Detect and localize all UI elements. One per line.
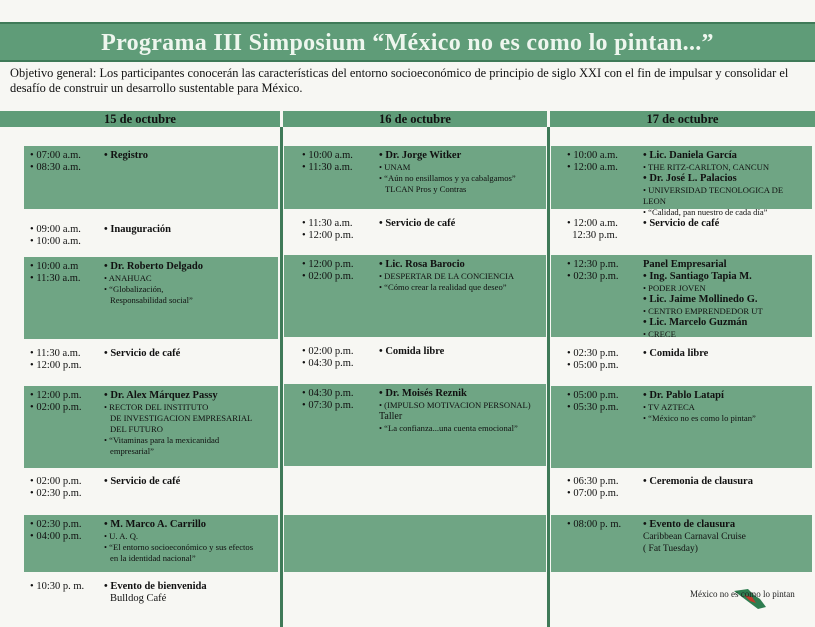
- schedule-block: • 07:00 a.m. • 08:30 a.m. • Registro: [24, 146, 278, 209]
- objective-text: Objetivo general: Los participantes conocerán las características del entorno socioeconómico de principio de siglo XXI con el fin de impulsar y consolidar el desafío de construir un desarrollo sustentable para México.: [10, 66, 789, 95]
- column-divider: [547, 127, 550, 627]
- schedule-block: • 02:00 p.m. • 02:30 p.m. • Servicio de café: [24, 472, 278, 510]
- symposium-logo: [690, 585, 808, 615]
- schedule-block: • 05:00 p.m. • 05:30 p.m. • Dr. Pablo Latapí • TV AZTECA • “México no es como lo pintan”: [551, 386, 812, 468]
- schedule-block: • 11:30 a.m. • 12:00 p.m. • Servicio de café: [24, 344, 278, 380]
- schedule-block: • 02:00 p.m. • 04:30 p.m. • Comida libre: [284, 342, 546, 378]
- day-header-15: 15 de octubre: [0, 111, 280, 127]
- schedule-block: • 04:30 p.m. • 07:30 p.m. • Dr. Moisés Reznik • (IMPULSO MOTIVACION PERSONAL) Taller • “La confianza...una cuenta emocional”: [284, 384, 546, 466]
- schedule-block: [284, 515, 546, 572]
- schedule-block: • 06:30 p.m. • 07:00 p.m. • Ceremonia de clausura: [551, 472, 812, 510]
- schedule-block: • 02:30 p.m. • 05:00 p.m. • Comida libre: [551, 344, 812, 380]
- schedule-block: • 12:00 a.m. 12:30 p.m. • Servicio de café: [551, 214, 812, 252]
- schedule-block: • 11:30 a.m. • 12:00 p.m. • Servicio de café: [284, 214, 546, 250]
- page-title: Programa III Simposium “México no es como lo pintan...”: [0, 22, 815, 62]
- schedule-block: • 12:30 p.m. • 02:30 p.m. Panel Empresarial • Ing. Santiago Tapia M. • PODER JOVEN • Lic. Jaime Mollinedo G. • CENTRO EMPRENDEDOR UT • Lic. Marcelo Guzmán • CRECE: [551, 255, 812, 337]
- column-divider: [280, 127, 283, 627]
- schedule-block: • 10:00 a.m. • 11:30 a.m. • Dr. Jorge Witker • UNAM • “Aún no ensillamos y ya cabalgamos” TLCAN Pros y Contras: [284, 146, 546, 209]
- schedule-block: • 12:00 p.m. • 02:00 p.m. • Lic. Rosa Barocio • DESPERTAR DE LA CONCIENCIA • “Cómo crear la realidad que deseo”: [284, 255, 546, 337]
- schedule-block: • 08:00 p. m. • Evento de clausura Caribbean Carnaval Cruise ( Fat Tuesday): [551, 515, 812, 572]
- schedule-block: • 10:30 p. m. • Evento de bienvenida Bulldog Café: [24, 577, 278, 617]
- schedule-block: • 10:00 a.m. • 12:00 a.m. • Lic. Daniela García • THE RITZ-CARLTON, CANCUN • Dr. José L. Palacios • UNIVERSIDAD TECNOLOGICA DE LEON • “Calidad, pan nuestro de cada día”: [551, 146, 812, 209]
- logo-text: México no es como lo pintan: [690, 589, 795, 599]
- schedule-block: • 10:00 a.m • 11:30 a.m. • Dr. Roberto Delgado • ANAHUAC • “Globalización, Responsabilidad social”: [24, 257, 278, 339]
- day-header-17: 17 de octubre: [550, 111, 815, 127]
- schedule-block: • 09:00 a.m. • 10:00 a.m. • Inauguración: [24, 220, 278, 252]
- schedule-block: • 12:00 p.m. • 02:00 p.m. • Dr. Alex Márquez Passy • RECTOR DEL INSTITUTO DE INVESTIGACION EMPRESARIAL DEL FUTURO • “Vitaminas para la mexicanidad empresarial”: [24, 386, 278, 468]
- day-header-16: 16 de octubre: [283, 111, 547, 127]
- schedule-block: • 02:30 p.m. • 04:00 p.m. • M. Marco A. Carrillo • U. A. Q. • “El entorno socioeconómico y sus efectos en la identidad nacional”: [24, 515, 278, 572]
